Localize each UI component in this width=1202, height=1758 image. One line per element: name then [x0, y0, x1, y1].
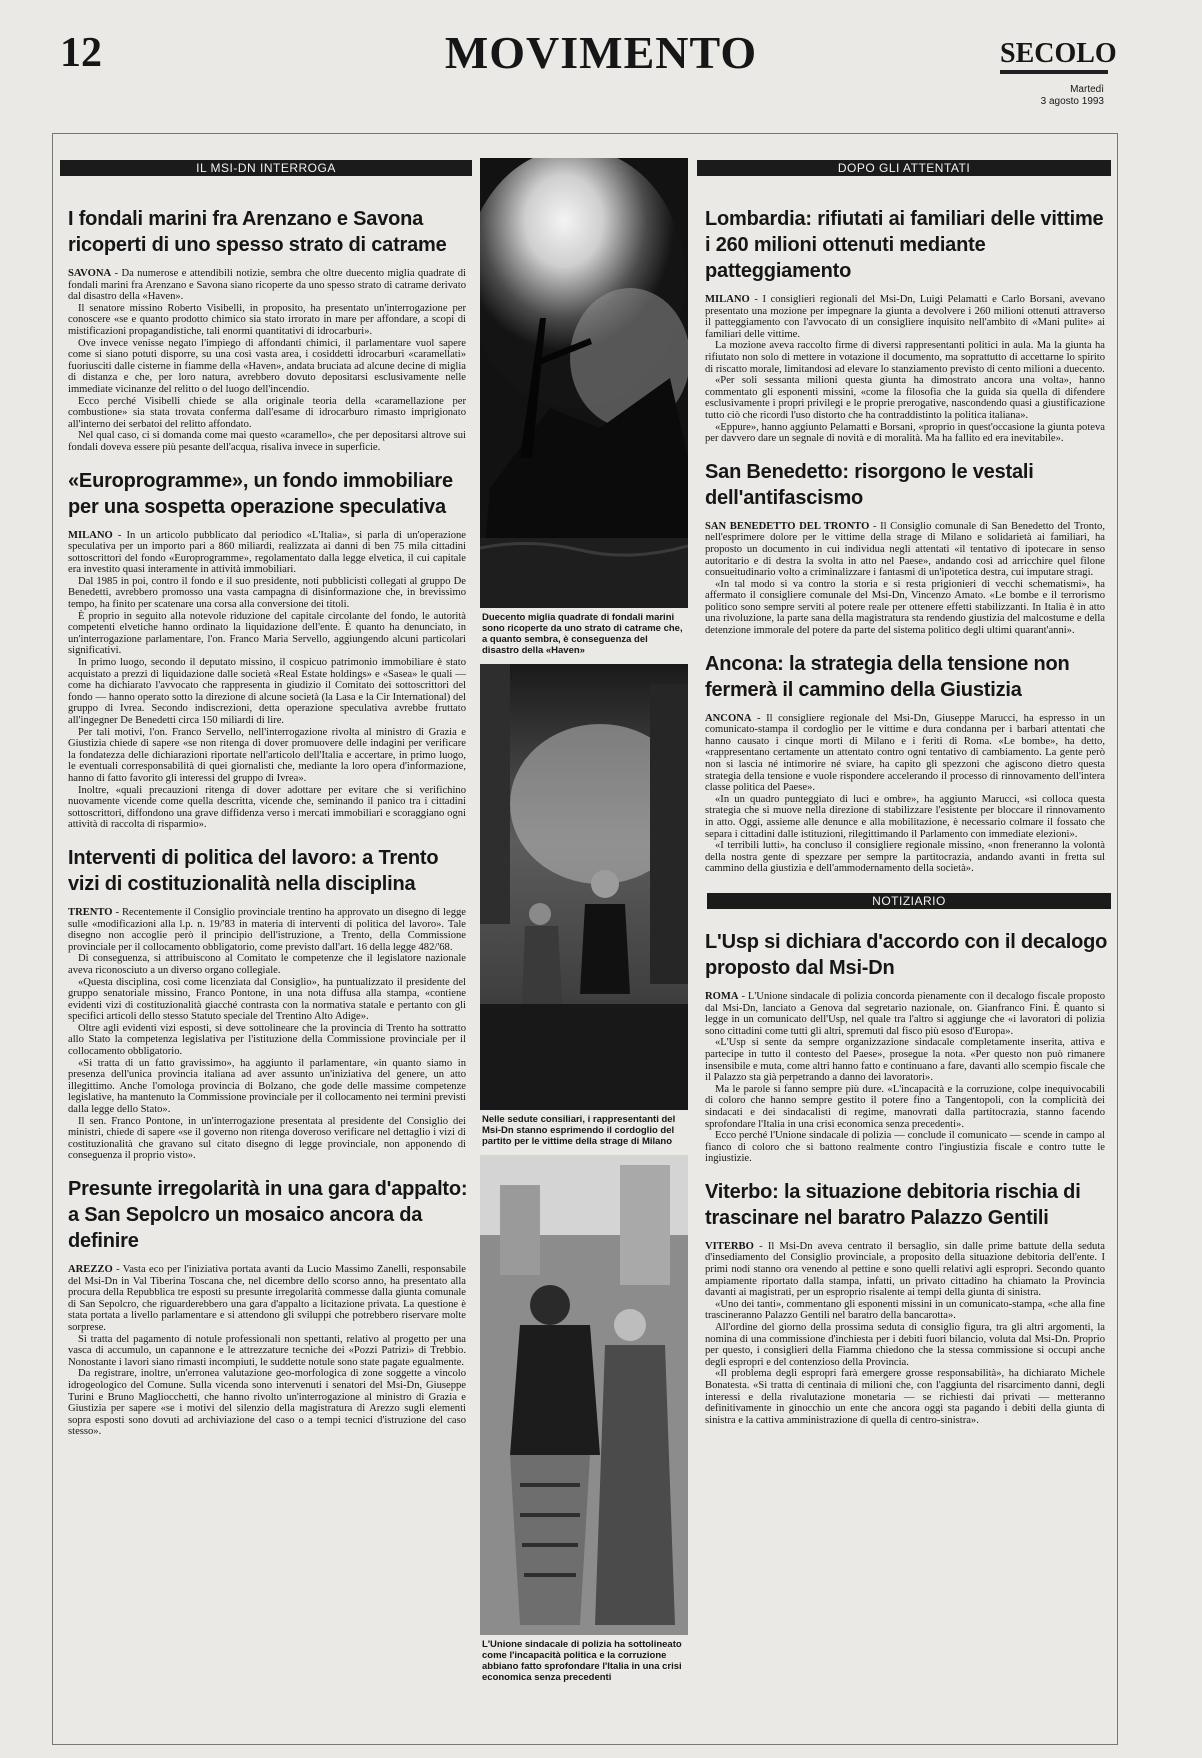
article-body: [705, 294, 1105, 445]
burning-ship-image: [480, 158, 688, 608]
paragraph: «In tal modo si va contro la storia e si resta prigionieri di vecchi schematismi», ha affermato il consigliere comunale del Msi-Dn, Vincenzo Amato. «Le bombe e il terrorismo politico sono sempre serviti al potere reale per ottenere effetti stabilizzanti. In Italia è in atto una rivoluzione, la parte sana della magistratura sta rendendo giustizia del malcostume e della detenzione immorale del potere da parte del sistema politico degli ultimi quarant'anni».: [705, 578, 1105, 637]
paragraph: Dal 1985 in poi, contro il fondo e il suo presidente, noti pubblicisti collegati al gruppo De Benedetti, avrebbero promosso una vasta campagna di disinformazione che, in brevissimo tempo, ha finito per scatenare una corsa alla conversione dei titoli.: [68, 575, 466, 611]
paragraph: - Il consigliere regionale del Msi-Dn, Giuseppe Marucci, ha espresso in un comunicato-stampa il cordoglio per le vittime e dura condanna per i barbari attentati che hanno causato i cinque morti di Milano e i feriti di Roma. «Le bombe», ha detto, «rappresentano certamente un attentato contro ogni tentativo di cambiamento. La gente però non si lascia né intimorire né sviare, ha capito gli spezzoni che agiscono dietro questa strategia della tensione e vuole rispondere accelerando il processo di rinnovamento dell'intera classe politica del Paese».: [705, 712, 1105, 794]
section-title: MOVIMENTO: [444, 27, 758, 78]
article-lombardia: [697, 206, 1111, 445]
headline: San Benedetto: risorgono le vestali dell'antifascismo: [705, 460, 1034, 509]
paragraph: Il senatore missino Roberto Visibelli, in proposito, ha presentato un'interrogazione per conoscere «se e quanto prodotto chimico sia stato irrorato in mare per affondare, a scopi di mistificazioni propagandistiche, tali enormi quantitativi di idrocarburi».: [68, 302, 466, 337]
newspaper-logo: [1000, 38, 1117, 74]
headline: Ancona: la strategia della tensione non fermerà il cammino della Giustizia: [705, 652, 1070, 701]
article-trento: [60, 845, 472, 1162]
paragraph: Ecco perché Visibelli chiede se alla originale teoria della «caramellazione per combustione» sia stata trovata conferma dall'esame di idrocarburo rimasto imprigionato all'interno dei serbatoi del relitto affondato.: [68, 395, 466, 430]
dateline: AREZZO: [68, 1264, 113, 1275]
headline: I fondali marini fra Arenzano e Savona ricoperti di uno spesso strato di catrame: [68, 208, 447, 256]
caption: Nelle sedute consiliari, i rappresentanti del Msi-Dn stanno esprimendo il cordoglio del partito per le vittime della strage di Milano: [482, 1114, 676, 1147]
paragraph: Ove invece venisse negato l'impiego di affondanti chimici, il parlamentare vuol sapere come si siano potuti disporre, su una così vasta area, i cosiddetti idrocarburi «caramellati» fuoriusciti dalle cisterne in fiamme della «Haven», andata bruciata ad alcune decine di miglia di distanza e che, per loro natura, avrebbero dovuto depositarsi esclusivamente nelle immediate vicinanze del relitto o del luogo dell'incendio.: [68, 337, 466, 395]
dateline: SAN BENEDETTO DEL TRONTO: [705, 520, 870, 532]
logo-underline: [1000, 70, 1108, 74]
article-body: [705, 713, 1105, 875]
paragraph: - In un articolo pubblicato dal periodico «L'Italia», si parla di un'operazione speculativa per un importo pari a 860 miliardi, realizzata ai danni di ben 75 mila cittadini sottoscrittori del fondo «Europrogramme», regolamentato dalla legge elvetica, il cui capitale era investito quasi interamente in attività immobiliari.: [68, 529, 466, 576]
paragraph: Oltre agli evidenti vizi esposti, si deve sottolineare che la provincia di Trento ha sottratto allo Stato la competenza legislativa per l'istituzione della Commissione provinciale per il collocamento obbligatorio.: [68, 1022, 466, 1058]
dateline: MILANO: [705, 294, 750, 305]
paragraph: - Da numerose e attendibili notizie, sembra che oltre duecento miglia quadrate di fondali marini fra Arenzano e Savona siano ricoperte da uno spesso strato di catrame derivato dal disastro della «Haven».: [68, 268, 466, 303]
issue-date-text: 3 agosto 1993: [1040, 96, 1104, 107]
paragraph: - Recentemente il Consiglio provinciale trentino ha approvato un disegno di legge sulle «modificazioni alla l.p. n. 19/'83 in materia di interventi di politica del lavoro». Tale disegno non accoglie però il principio dell'istruzione, a Trento, della Commissione provinciale per il collocamento obbligatorio, come previsto dall'art. 16 della legge 482/'68.: [68, 906, 466, 953]
paragraph: Di conseguenza, si attribuiscono al Comitato le competenze che il legislatore nazionale aveva riconosciuto a un diverso organo collegiale.: [68, 953, 466, 976]
article-europrogramme: [60, 468, 472, 831]
right-kicker: DOPO GLI ATTENTATI: [697, 160, 1111, 176]
notiziario-kicker: NOTIZIARIO: [707, 893, 1111, 909]
paragraph: Inoltre, «quali precauzioni ritenga di dover adottare per evitare che si verifichino nuovamente vicende come quella descritta, vicende che, seminando il panico tra i cittadini sottoscrittori, diffondono una grave diffidenza verso i mercati immobiliari e scoraggiano ogni attività di raccolta di risparmio».: [68, 784, 466, 831]
left-column: [60, 160, 472, 1740]
right-column: [697, 160, 1111, 1740]
paragraph: In primo luogo, secondo il deputato missino, il cospicuo patrimonio immobiliare è stato acquistato a prezzi di liquidazione dalle società «Real Estate holdings» e «Sasea» le quali — come ha dichiarato l'avvocato che rappresenta in giudizio il Comitato dei sottoscrittori del fondo — hanno operato sotto la direzione di alcune società (la Lasa e la Cir International) del gruppo di Ivrea. Secondo indiscrezioni, detta operazione speculativa avrebbe fruttato all'ingegner De Benedetti circa 150 miliardi di lire.: [68, 657, 466, 726]
article-ancona: [697, 651, 1111, 875]
paragraph: Nel qual caso, ci si domanda come mai questo «caramello», che per depositarsi altrove sui fondali doveva essere più pesante dell'acqua, risaliva invece in superficie.: [68, 430, 466, 453]
crowd-image: [480, 664, 688, 1110]
dateline: SAVONA: [68, 268, 112, 279]
paragraph: «L'Usp si sente da sempre organizzazione sindacale completamente inserita, attiva e partecipe in tutto il contesto del Paese», prosegue la nota. «Per questo non può rimanere insensibile e muta, come altri hanno fatto e continuano a fare, davanti allo scempio fiscale che il Palazzo sta già perpetrando a danno dei lavoratori».: [705, 1037, 1105, 1084]
paragraph: «Il problema degli espropri farà emergere grosse responsabilità», ha dichiarato Michele Bonatesta. «Si tratta di centinaia di milioni che, con l'aggiunta del risarcimento danni, degli interessi e della rivalutazione monetaria — se richiesti dai privati — metteranno definitivamente in ginocchio un ente che ancora oggi sta pagando i debiti della giunta di sinistra e la cattiva amministrazione di quella di centro-sinistra».: [705, 1368, 1105, 1426]
headline: Viterbo: la situazione debitoria rischia di trascinare nel baratro Palazzo Gentili: [705, 1180, 1081, 1229]
paragraph: - I consiglieri regionali del Msi-Dn, Luigi Pelamatti e Carlo Borsani, avevano presentato una mozione per impegnare la giunta a devolvere i 260 milioni ottenuti attraverso il patteggiamento con l'avvocato di un consigliere inquisito nell'ambito di «Mani pulite» ai familiari delle vittime.: [705, 294, 1105, 340]
headline: Presunte irregolarità in una gara d'appalto: a San Sepolcro un mosaico ancora da definire: [68, 1178, 468, 1252]
article-body: [705, 1241, 1105, 1427]
headline: L'Usp si dichiara d'accordo con il decalogo proposto dal Msi-Dn: [705, 930, 1108, 979]
paragraph: All'ordine del giorno della prossima seduta di consiglio figura, tra gli altri argomenti, la nomina di una commissione d'inchiesta per i debiti fuori bilancio, voluta dal Msi-Dn. Proprio per questo, i consiglieri della Fiamma chiedono che la stessa commissione si occupi anche degli espropri e del contenzioso della Provincia.: [705, 1322, 1105, 1368]
paragraph: «Eppure», hanno aggiunto Pelamatti e Borsani, «proprio in quest'occasione la giunta poteva per davvero dare un segnale di novità e di moralità. Ma ha fallito ed era inevitabile».: [705, 421, 1105, 445]
dateline: ANCONA: [705, 712, 752, 724]
paragraph: «Questa disciplina, così come licenziata dal Consiglio», ha puntualizzato il presidente del gruppo senatoriale missino, Franco Pontone, in una nota diffusa alla stampa, «contiene evidenti vizi di costituzionalità giacché contrasta con la normativa statale e pertanto con gli specifici articoli dello stesso Statuto speciale del Trentino Alto Adige».: [68, 976, 466, 1023]
article-san-benedetto: [697, 459, 1111, 637]
issue-date: [1010, 84, 1104, 108]
headline: Lombardia: rifiutati ai familiari delle vittime i 260 milioni ottenuti mediante patteggiamento: [705, 208, 1104, 282]
photo-burning-tanker: [480, 158, 688, 608]
paragraph: «I terribili lutti», ha concluso il consigliere regionale missino, «non freneranno la volontà della nostra gente di spezzare per sempre la partitocrazia, andando avanti in fretta sul cammino della giustizia e dell'ammodernamento della società».: [705, 840, 1105, 875]
paragraph: «Per soli sessanta milioni questa giunta ha dimostrato ancora una volta», hanno commentato gli esponenti missini, «come la filosofia che la guida sia quella di difendere esclusivamente i propri privilegi e le proprie prerogative, nascondendo quasi a giustificazione tutto ciò che ricordi l'uso distorto che ha contraddistinto la politica italiana».: [705, 375, 1105, 421]
headline: Interventi di politica del lavoro: a Trento vizi di costituzionalità nella disciplina: [68, 846, 439, 895]
article-body: [705, 521, 1105, 637]
page-number: 12: [60, 30, 102, 76]
left-kicker: IL MSI-DN INTERROGA: [60, 160, 472, 176]
article-body: [68, 907, 466, 1162]
paragraph: La mozione aveva raccolto firme di diversi rappresentanti politici in aula. Ma la giunta ha rifiutato non solo di mettere in votazione il documento, ma soprattutto di accettarne lo spirito di riscatto morale, limitandosi ad elevare lo stanziamento previsto di cento milioni a duecento.: [705, 340, 1105, 375]
paragraph: - Vasta eco per l'iniziativa portata avanti da Lucio Massimo Zanelli, responsabile del Msi-Dn in Val Tiberina Toscana che, nel dicembre dello scorso anno, ha presentato alla procura della Repubblica tre esposti su presunte irregolarità commesse dalla giunta comunale di San Sepolcro, che riguarderebbero una gara d'appalto a licitazione privata. La questione è stata portata a livello parlamentare e si attendono gli sviluppi che potrebbero riservare molte sorprese.: [68, 1264, 466, 1333]
paragraph: - Il Msi-Dn aveva centrato il bersaglio, sin dalle prime battute della seduta d'insediamento del Consiglio provinciale, a proposito della situazione debitoria dell'ente. I primi nodi stanno ora venendo al pettine e sono quelli relativi agli espropri. Secondo quanto ampiamente riportato dalla stampa, infatti, un privato cittadino ha chiamato la Provincia davanti ai magistrati, per un esproprio risalente ai tempi della giunta di sinistra.: [705, 1240, 1105, 1299]
paragraph: - Il Consiglio comunale di San Benedetto del Tronto, nell'esprimere dolore per le vittime della strage di Milano e solidarietà ai familiari, ha proposto un documento in cui individua negli attentati «il tentativo di ipotecare in senso autoritario e di destra la svolta in atto nel Paese», andando così ad arricchire quel filone consueitudinario volto a criminalizzare i fantasmi di un'ipotetica destra, cui imputare stragi.: [705, 520, 1105, 579]
paragraph: Da registrare, inoltre, un'erronea valutazione geo-morfologica di zone soggette a vincolo idrogeologico del Comune. Sulla vicenda sono intervenuti i senatori del Msi-Dn, Giuseppe Turini e Bruno Magliocchetti, che hanno rivolto un'interrogazione al ministro di Grazia e Giustizia per sapere «se i motivi del silenzio della magistratura di Arezzo sugli elementi sopra esposti sono dovuti ad archiviazione del caso o a tempi tecnici d'istruzione del caso stesso».: [68, 1368, 466, 1438]
article-savona: [60, 206, 472, 454]
paragraph: Ma le parole si fanno sempre più dure. «L'incapacità e la corruzione, colpe inequivocabili di coloro che hanno sempre gestito il potere fino a Tangentopoli, con la complicità dei sindacati e dei sindacalisti di regime, manovrati dalla partitocrazia, stanno facendo sprofondare l'Italia in una crisi economica senza precedenti».: [705, 1083, 1105, 1130]
article-viterbo: [697, 1179, 1111, 1427]
article-body: [68, 1264, 466, 1438]
paragraph: Ecco perché l'Unione sindacale di polizia — conclude il comunicato — scende in campo al fianco di coloro che si battono realmente contro l'ingiustizia fiscale e contro tutte le ingiustizie.: [705, 1130, 1105, 1165]
paragraph: È proprio in seguito alla notevole riduzione del capitale circolante del fondo, le autorità competenti elvetiche hanno ordinato la liquidazione dell'ente. È quanto ha denunciato, in un'interrogazione parlamentare, l'on. Franco Maria Servello, aggiungendo alcuni particolari significativi.: [68, 610, 466, 657]
paragraph: «In un quadro punteggiato di luci e ombre», ha aggiunto Marucci, «si colloca questa strategia che si muove nella direzione di stabilizzare l'esistente per bloccare il rinnovamento in atto. Oggi, assieme alle denunce e alla mobilitazione, è necessario colmare il fossato che separa i cittadini dalle istituzioni, rilegittimando il Parlamento con immediate elezioni».: [705, 793, 1105, 840]
caption: L'Unione sindacale di polizia ha sottolineato come l'incapacità politica e la corruzione abbiano fatto sprofondare l'Italia in una crisi economica senza precedenti: [482, 1639, 682, 1683]
article-body: [68, 268, 466, 454]
dateline: VITERBO: [705, 1240, 754, 1252]
paragraph: Si tratta del pagamento di notule professionali non spettanti, relativo al progetto per una vasca di accumulo, un capannone e le attrezzature tecniche dei «Pozzi Patrizi» di Trebbio. Nonostante i lavori siano rimasti incompiuti, le suddette notule sono state pagate egualmente.: [68, 1333, 466, 1368]
paragraph: Per tali motivi, l'on. Franco Servello, nell'interrogazione rivolta al ministro di Grazia e Giustizia chiede di sapere «se non ritenga di dover promuovere delle indagini per verificare la fondatezza delle dichiarazioni riportate nell'articolo dell'Italia e accertare, in primo luogo, le eventuali corresponsabilità di quei giornalisti che, mediante la loro opera d'informazione, hanno di fatto favorito gli interessi del gruppo di Ivrea».: [68, 726, 466, 784]
protest-image: [480, 1155, 688, 1635]
headline: «Europrogramme», un fondo immobiliare per una sospetta operazione speculativa: [68, 469, 453, 518]
photo-police-union: [480, 1155, 688, 1635]
dateline: TRENTO: [68, 906, 113, 918]
dateline: MILANO: [68, 529, 113, 541]
dateline: ROMA: [705, 990, 739, 1002]
article-arezzo: [60, 1176, 472, 1438]
caption: Duecento miglia quadrate di fondali marini sono ricoperte da uno strato di catrame che, a quanto sembra, è conseguenza del disastro della «Haven»: [482, 612, 683, 656]
logo-name: SECOLO: [1000, 38, 1117, 69]
paragraph: Il sen. Franco Pontone, in un'interrogazione presentata al presidente del Consiglio dei ministri, chiede di sapere «se il governo non ritenga doveroso verificare nel dettaglio i vizi di costituzionalità che gravano sul citato disegno di legge provinciale, non apponendo di conseguenza il proprio visto».: [68, 1115, 466, 1162]
photo-column: [480, 158, 688, 1758]
issue-weekday: Martedì: [1070, 84, 1104, 95]
paragraph: - L'Unione sindacale di polizia concorda pienamente con il decalogo fiscale proposto dal Msi-Dn, lanciato a Genova dal segretario nazionale, on. Gianfranco Fini. È quanto si legge in un comunicato dell'Usp, nel quale tra l'altro si aggiunge che «i lavoratori di polizia sono cittadini come tutti gli altri, spremuti dal fisco più esoso d'Europa».: [705, 990, 1105, 1037]
photo-council-session: [480, 664, 688, 1110]
article-body: [705, 991, 1105, 1165]
article-usp: [697, 929, 1111, 1165]
paragraph: «Uno dei tanti», commentano gli esponenti missini in un comunicato-stampa, «che alla fine trascineranno Palazzo Gentili nel baratro della bancarotta».: [705, 1298, 1105, 1322]
paragraph: «Si tratta di un fatto gravissimo», ha aggiunto il parlamentare, «in quanto siamo in presenza dell'unica provincia italiana ad aver assunto un'iniziativa del genere, un atto illegittimo. Anche l'omologa provincia di Bolzano, che gode delle massime competenze legislative, ha mantenuto la Commissione provinciale per il collocamento nei termini previsti dalla legge dello Stato».: [68, 1057, 466, 1116]
article-body: [68, 530, 466, 831]
